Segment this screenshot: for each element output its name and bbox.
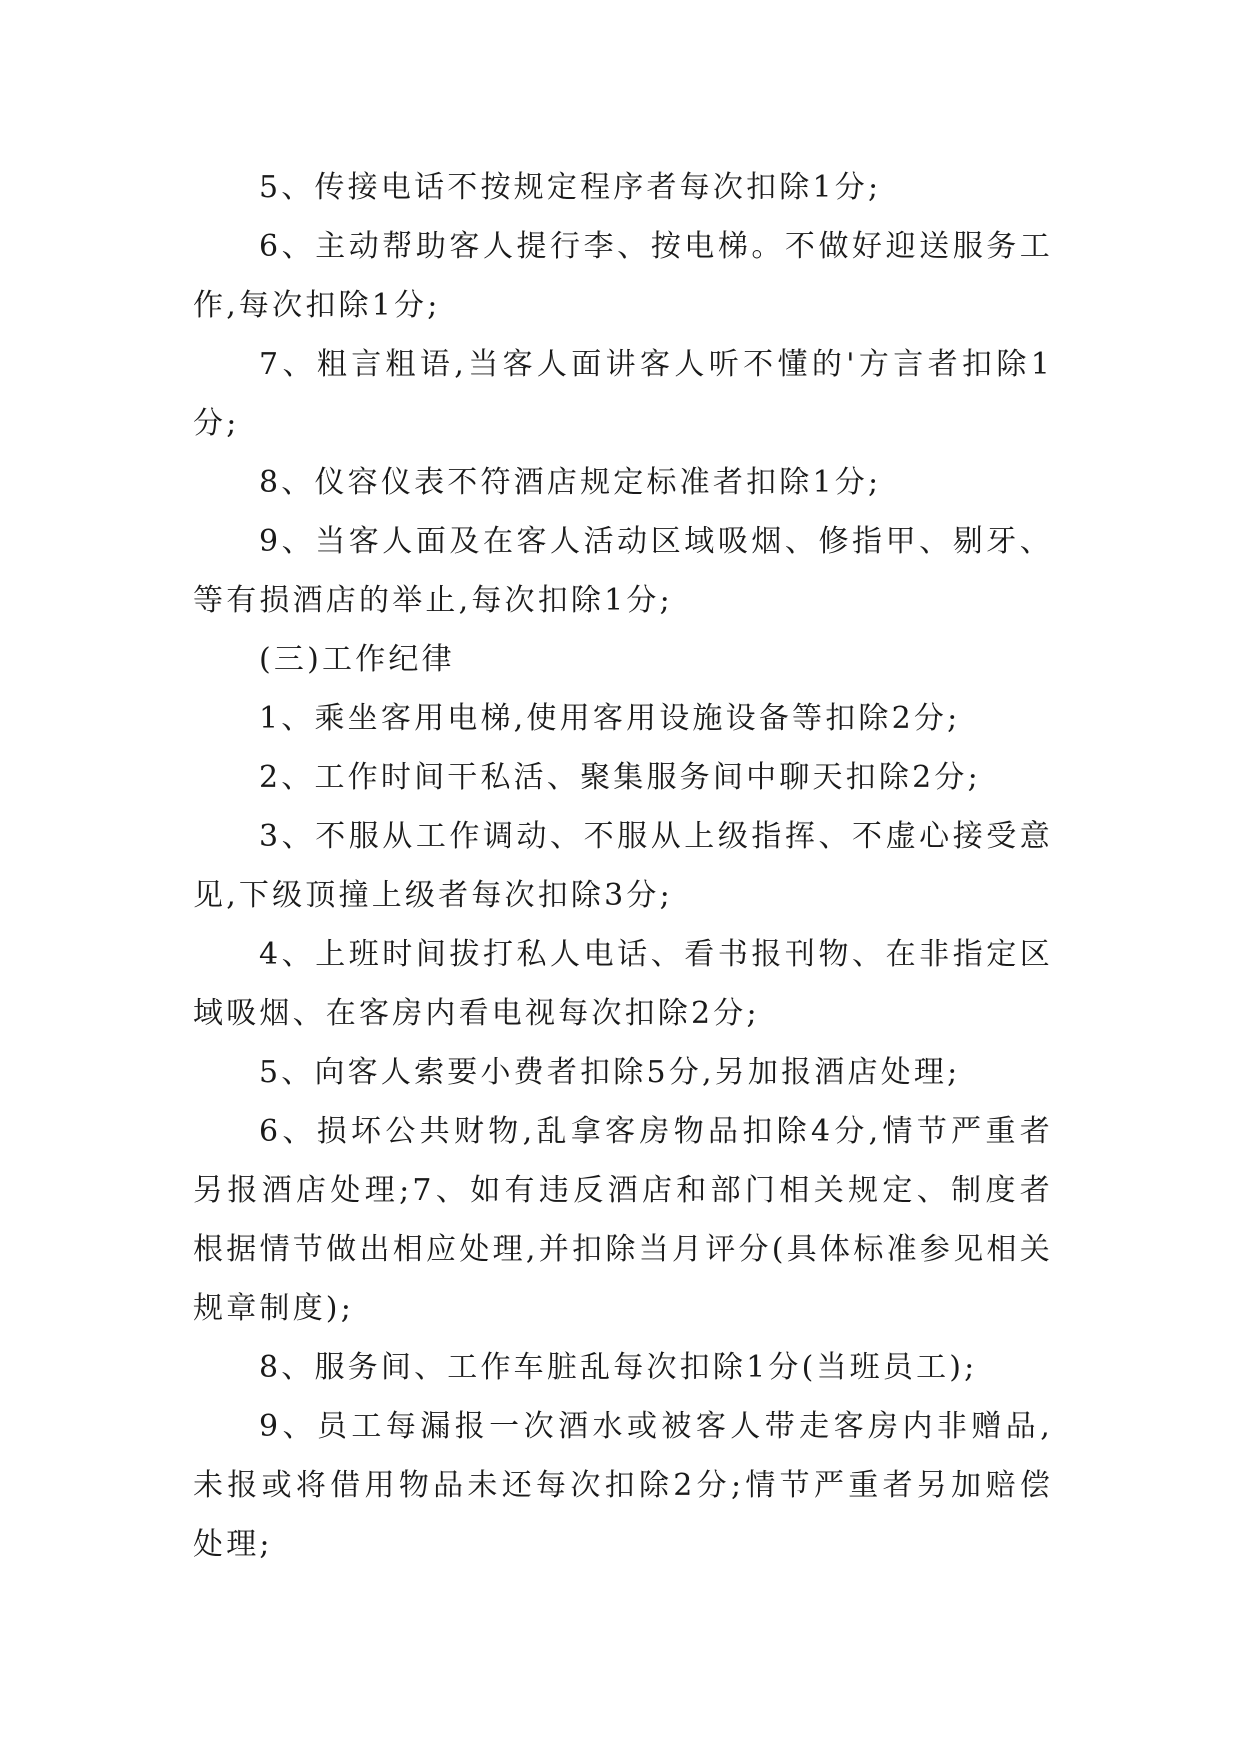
paragraph-item-6-luggage: 6、主动帮助客人提行李、按电梯。不做好迎送服务工作,每次扣除1分; — [193, 229, 1053, 323]
paragraph-item-9-minibar: 9、员工每漏报一次酒水或被客人带走客房内非赠品,未报或将借用物品未还每次扣除2分;情节严重者另加赔偿处理; — [193, 1409, 1053, 1562]
paragraph-item-4-phone-reading: 4、上班时间拔打私人电话、看书报刊物、在非指定区域吸烟、在客房内看电视每次扣除2分; — [193, 937, 1053, 1031]
paragraph-item-2-private-work: 2、工作时间干私活、聚集服务间中聊天扣除2分; — [259, 760, 981, 795]
paragraph-item-5-tips: 5、向客人索要小费者扣除5分,另加报酒店处理; — [259, 1055, 961, 1090]
paragraph-item-3-obedience: 3、不服从工作调动、不服从上级指挥、不虚心接受意见,下级顶撞上级者每次扣除3分; — [193, 819, 1053, 913]
paragraph-item-8-appearance: 8、仪容仪表不符酒店规定标准者扣除1分; — [259, 465, 882, 500]
paragraph-item-7-language: 7、粗言粗语,当客人面讲客人听不懂的'方言者扣除1分; — [193, 347, 1053, 441]
paragraph-item-8-service-room: 8、服务间、工作车脏乱每次扣除1分(当班员工); — [259, 1350, 978, 1385]
paragraph-item-1-elevator: 1、乘坐客用电梯,使用客用设施设备等扣除2分; — [259, 701, 961, 736]
document-body — [193, 158, 1053, 1574]
paragraph-item-6-7-property-rules: 6、损坏公共财物,乱拿客房物品扣除4分,情节严重者另报酒店处理;7、如有违反酒店和部门相关规定、制度者根据情节做出相应处理,并扣除当月评分(具体标准参见相关规章制度); — [193, 1114, 1053, 1326]
paragraph-item-9-conduct: 9、当客人面及在客人活动区域吸烟、修指甲、剔牙、等有损酒店的举止,每次扣除1分; — [193, 524, 1053, 618]
section-heading-work-discipline: (三)工作纪律 — [259, 642, 455, 677]
paragraph-item-5-phone: 5、传接电话不按规定程序者每次扣除1分; — [259, 170, 882, 205]
